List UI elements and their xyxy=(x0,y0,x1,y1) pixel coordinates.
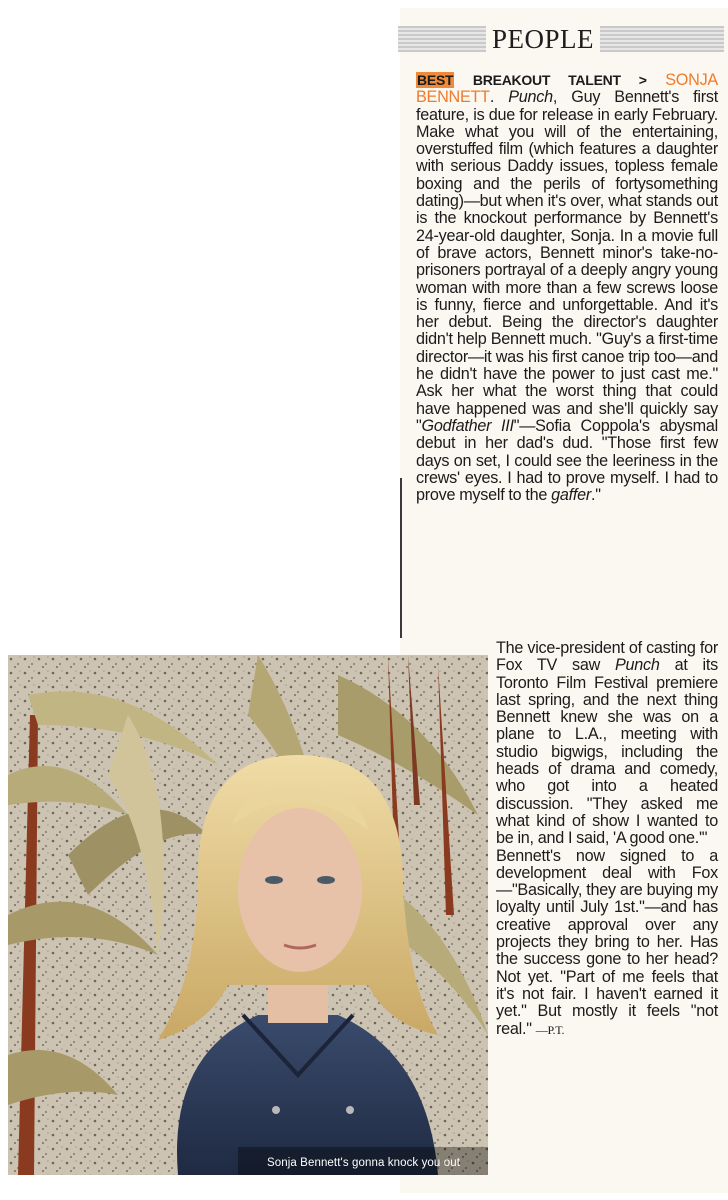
article-paragraph-3 xyxy=(496,848,718,1039)
film-title: Punch xyxy=(508,88,553,107)
text-run: , Guy Bennett's first feature, is due for release in early February. Make what you will of the entertaining, overstuffed film (which features a daughter with serious Daddy issues, topless female boxing and the perils of fortysomething dating)—but when it's over, what stands out is the knockout performance by Bennett's 24-year-old daughter, Sonja. In a movie full of brave actors, Bennett minor's take-no-prisoners portrayal of a deeply angry young woman with more than a few screws loose is funny, fierce and unforgettable. And it's her debut. Being the director's daughter didn't help Bennett much. "Guy's a first-time director—it was his first canoe trip too—and he didn't have the power to just cast me." Ask her what the worst thing that could have happened was and she'll quickly say " xyxy=(416,88,718,435)
film-title: Punch xyxy=(615,656,660,675)
text-run: at its Toronto Film Festival premiere last spring, and the next thing Bennett knew she was on a plane to L.A., meeting with studio bigwigs, including the heads of drama and comedy, who got into a heated discussion. "They asked me what kind of show I wanted to be in, and I said, 'A good one.'" xyxy=(496,656,718,848)
photo-caption: Sonja Bennett's gonna knock you out xyxy=(266,1157,460,1169)
emphasis: gaffer xyxy=(551,486,591,505)
text-run: ." xyxy=(590,486,601,505)
article-paragraph-2 xyxy=(496,640,718,848)
kicker-category: BREAKOUT TALENT > xyxy=(472,72,647,88)
article-body xyxy=(416,72,718,504)
section-title: PEOPLE xyxy=(486,24,600,54)
portrait-photo xyxy=(8,655,488,1175)
text-run: "—Sofia Coppola's abysmal debut in her dad's dud. "Those first few days on set, I could see the leeriness in the crews' eyes. I had to prove myself. I had to prove myself to the xyxy=(416,416,718,505)
kicker-name: SONJA BENNETT xyxy=(416,71,718,107)
margin-mark xyxy=(400,478,402,638)
film-title: Godfather III xyxy=(421,416,514,435)
author-signature: —P.T. xyxy=(535,1022,565,1037)
article-paragraph-1 xyxy=(416,72,718,504)
text-run: The vice-president of casting for Fox TV saw xyxy=(496,639,718,675)
text-run: Bennett's now signed to a development deal with Fox—"Basically, they are buying my loyalty until July 1st."—and has creative approval over any projects they bring to her. Has the success gone to her head? Not yet. "Part of me feels that it's not fair. I haven't earned it yet." But mostly it feels "not real." xyxy=(496,846,718,1038)
text-run: . xyxy=(489,88,509,107)
article-column-2 xyxy=(496,640,718,1039)
portrait-illustration xyxy=(8,655,488,1175)
kicker-best-label: BEST xyxy=(417,72,454,88)
